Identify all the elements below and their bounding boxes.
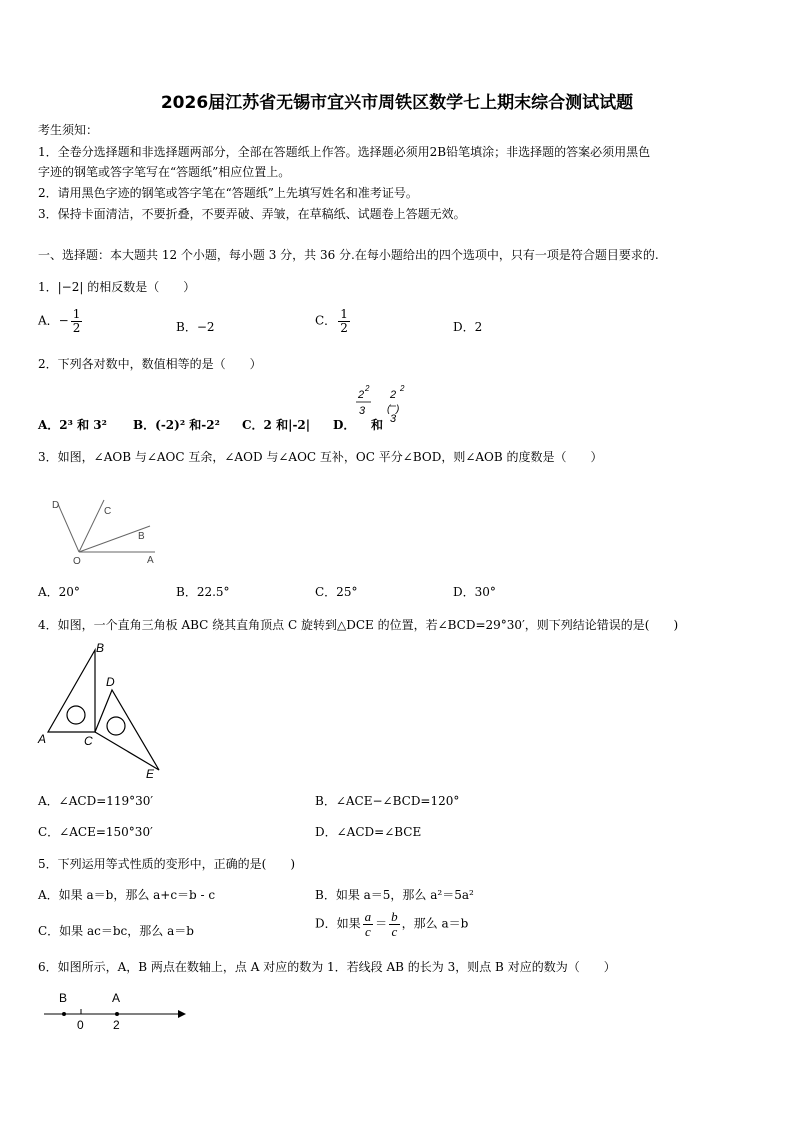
q4-stem: 4．如图，一个直角三角板 ABC 绕其直角顶点 C 旋转到△DCE 的位置，若∠BCD=29°30′，则下列结论错误的是( )	[38, 618, 679, 632]
q1-option-c-label: C．	[315, 313, 337, 328]
svg-text:2: 2	[358, 389, 365, 401]
q4-option-c[interactable]: C．∠ACE=150°30′	[38, 825, 153, 839]
notice-item-1: 1．全卷分选择题和非选择题两部分，全部在答题纸上作答。选择题必须用2B铅笔填涂；非选择题的答案必须用黑色	[38, 145, 651, 159]
ray-od	[58, 504, 79, 552]
q5-fraction-1-numerator: a	[364, 909, 372, 924]
q1-option-a[interactable]	[38, 308, 84, 334]
label-b: B	[96, 641, 105, 655]
q5-option-c[interactable]: C．如果 ac＝bc，那么 a＝b	[38, 924, 194, 938]
label-b: B	[59, 991, 68, 1005]
label-a: A	[112, 991, 121, 1005]
number-line-arrow	[178, 1010, 186, 1018]
q1-option-b[interactable]: B．−2	[176, 320, 215, 334]
page-title: 2026届江苏省无锡市宜兴市周铁区数学七上期末综合测试试题	[160, 93, 634, 113]
triangle-abc-hole	[67, 706, 85, 724]
q5-fraction-2-numerator: b	[391, 909, 398, 924]
svg-text:3: 3	[359, 405, 366, 417]
q2-option-b[interactable]: B．(-2)² 和-2²	[133, 418, 220, 432]
q1-option-a-fraction	[71, 308, 83, 334]
q5-option-d-fraction-1	[363, 910, 374, 938]
svg-text:2: 2	[390, 389, 397, 401]
q5-option-d-suffix: ，那么 a＝b	[401, 916, 469, 931]
label-a: A	[147, 555, 154, 566]
label-c: C	[104, 506, 112, 517]
svg-text:2: 2	[365, 384, 370, 393]
q2-option-d-and: 和	[371, 418, 384, 432]
q1-option-c-fraction	[338, 308, 350, 334]
notice-item-1-cont: 字迹的钢笔或答字笔写在“答题纸”相应位置上。	[38, 165, 291, 179]
q4-option-b[interactable]: B．∠ACE−∠BCD=120°	[315, 794, 460, 808]
q1-option-c-numerator: 1	[340, 307, 348, 321]
svg-text:2: 2	[400, 384, 405, 393]
q1-option-a-denominator: 2	[72, 320, 81, 335]
svg-text:): )	[396, 404, 400, 415]
q3-option-a[interactable]: A．20°	[38, 585, 80, 599]
q5-option-b[interactable]: B．如果 a＝5，那么 a²＝5a²	[315, 888, 474, 902]
triangle-dce	[95, 690, 159, 770]
q2-option-d-label: D．	[333, 418, 356, 432]
triangle-dce-hole	[107, 717, 125, 735]
q3-angle-figure	[40, 494, 160, 568]
label-o: O	[73, 556, 81, 567]
q1-stem: 1．|−2| 的相反数是（ ）	[38, 280, 196, 294]
q1-option-c[interactable]	[315, 308, 352, 334]
q1-option-a-label: A．−	[38, 313, 69, 328]
q1-option-d[interactable]: D．2	[453, 320, 483, 334]
triangle-abc	[48, 650, 95, 732]
point-a	[115, 1012, 119, 1016]
q5-option-d[interactable]	[315, 910, 468, 938]
q5-option-d-fraction-2	[389, 910, 400, 938]
point-b	[62, 1012, 66, 1016]
label-zero: 0	[77, 1018, 84, 1032]
svg-text:3: 3	[390, 413, 397, 425]
q2-option-a[interactable]: A．2³ 和 3²	[38, 418, 107, 432]
label-a: A	[38, 732, 47, 746]
q5-option-d-prefix: D．如果	[315, 916, 361, 931]
q1-option-a-numerator: 1	[72, 307, 81, 321]
label-d: D	[52, 500, 60, 511]
q6-stem: 6．如图所示，A，B 两点在数轴上，点 A 对应的数为 1．若线段 AB 的长为 3，则点 B 对应的数为（ ）	[38, 960, 616, 974]
q5-stem: 5．下列运用等式性质的变形中，正确的是( )	[38, 857, 295, 871]
q5-fraction-1-denominator: c	[364, 923, 371, 939]
notice-heading: 考生须知：	[38, 123, 99, 137]
notice-item-3: 3．保持卡面清洁，不要折叠，不要弄破、弄皱，在草稿纸、试题卷上答题无效。	[38, 207, 466, 221]
q5-option-a[interactable]: A．如果 a＝b，那么 a+c＝b - c	[38, 888, 216, 902]
q1-option-c-denominator: 2	[340, 320, 348, 335]
q3-option-d[interactable]: D．30°	[453, 585, 496, 599]
notice-item-2: 2．请用黑色字迹的钢笔或答字笔在“答题纸”上先填写姓名和准考证号。	[38, 186, 418, 200]
label-e: E	[146, 767, 155, 781]
q4-option-d[interactable]: D．∠ACD=∠BCE	[315, 825, 422, 839]
svg-text:(: (	[387, 404, 391, 415]
label-two: 2	[113, 1018, 120, 1032]
q4-option-a[interactable]: A．∠ACD=119°30′	[38, 794, 154, 808]
q3-option-c[interactable]: C．25°	[315, 585, 358, 599]
q2-stem: 2．下列各对数中，数值相等的是（ ）	[38, 357, 262, 371]
q3-option-b[interactable]: B．22.5°	[176, 585, 230, 599]
q3-stem: 3．如图，∠AOB 与∠AOC 互余，∠AOD 与∠AOC 互补，OC 平分∠BOD，则∠AOB 的度数是（ ）	[38, 450, 603, 464]
label-c: C	[84, 734, 93, 748]
label-d: D	[106, 675, 115, 689]
q5-fraction-2-denominator: c	[391, 923, 398, 939]
section-heading: 一、选择题：本大题共 12 个小题，每小题 3 分，共 36 分.在每小题给出的四个选项中，只有一项是符合题目要求的.	[38, 248, 659, 262]
q6-number-line	[40, 988, 190, 1034]
label-b: B	[138, 531, 145, 542]
q2-option-c[interactable]: C．2 和|-2|	[242, 418, 311, 432]
q5-option-d-equals: ＝	[375, 916, 388, 931]
q4-triangle-figure	[34, 640, 166, 782]
